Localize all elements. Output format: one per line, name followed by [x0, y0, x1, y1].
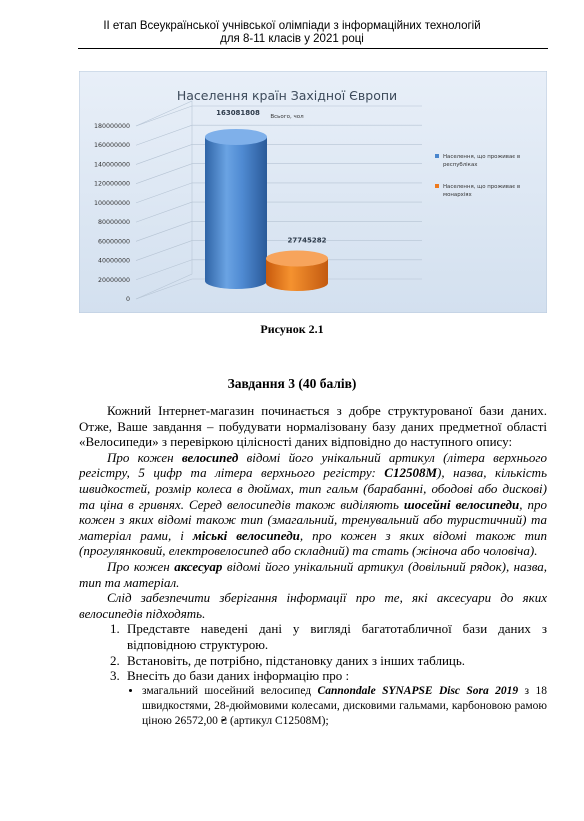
task-item-1: 1. Представте наведені дані у вигляді багатотабличної бази даних з відповідною структурою.	[123, 621, 547, 652]
task-item-3-text: Внесіть до бази даних інформацію про :	[127, 668, 350, 684]
term-road-bicycles: шосейні велосипеди	[403, 496, 520, 512]
y-tick-label: 40000000	[97, 257, 130, 265]
task-body	[79, 403, 547, 729]
legend-swatch	[435, 154, 439, 158]
term-city-bicycles: міські велосипеди	[192, 527, 300, 543]
term-accessory: аксесуар	[174, 558, 223, 574]
term-bicycle: велосипед	[181, 449, 239, 465]
accessory-description	[79, 559, 547, 590]
chart-title: Населення країн Західної Європи	[176, 88, 398, 103]
text-run: Про кожен	[107, 449, 182, 465]
text-run: Про кожен	[107, 558, 175, 574]
article-example: C12508M	[384, 465, 438, 481]
task-item-2: 2. Встановіть, де потрібно, підстановку даних з інших таблиць.	[123, 653, 547, 669]
bar-cap	[205, 129, 267, 145]
data-entry-list	[79, 684, 547, 729]
header-line-2: для 8-11 класів у 2021 році	[220, 33, 364, 45]
text-run: змагальний шосейний велосипед	[142, 684, 318, 697]
intro-paragraph: Кожний Інтернет-магазин починається з добре структурованої бази даних. Отже, Ваше завдання – побудувати нормалізовану базу даних предметної області «Велосипеди» з перевіркою цілісності даних відповідно до наступного опису:	[79, 403, 547, 450]
legend-swatch	[435, 184, 439, 188]
y-tick-label: 80000000	[97, 219, 130, 227]
y-tick-label: 120000000	[93, 180, 130, 188]
text-run: ), назва, кількість швидкостей, розмір колеса в дюймах, тип гальм (барабанні, ободові або дискові) та ціна в гривнях. Серед велосипедів також виділяють	[79, 465, 547, 512]
bar-cap	[266, 250, 328, 266]
y-tick-label: 100000000	[93, 199, 130, 207]
task-item-3	[123, 668, 547, 684]
task-title: Завдання 3 (40 балів)	[227, 376, 357, 391]
header-divider	[78, 48, 548, 49]
data-label: 163081808	[216, 108, 260, 117]
bicycle-model-name: Cannondale SYNAPSE Disc Sora 2019	[317, 684, 519, 697]
data-label: 27745282	[287, 236, 327, 245]
y-tick-label: 180000000	[93, 123, 130, 130]
bar-body	[205, 137, 267, 289]
bullet-item	[142, 684, 547, 729]
y-tick-label: 60000000	[97, 238, 130, 246]
figure-caption: Рисунок 2.1	[260, 322, 324, 336]
page-header	[0, 20, 584, 46]
text-run: , про кожен з яких відомі також тип (прогулянковий, електровелосипед або складний) та стать (жіноча або чоловіча).	[79, 527, 547, 559]
legend-label: Населення, що проживає в монархіях	[443, 184, 521, 198]
legend-label: Населення, що проживає в республіках	[443, 154, 521, 168]
text-run: відомі його унікальний артикул (літера верхнього регістру, 5 цифр та літера верхнього регістру:	[79, 449, 548, 481]
header-line-1: ІІ етап Всеукраїнської учнівської олімпіади з інформаційних технологій	[103, 20, 481, 32]
chart-subtitle: Всього, чол	[270, 114, 304, 120]
chart-svg	[79, 71, 547, 313]
y-tick-label: 0	[125, 296, 130, 303]
bar-0	[205, 109, 267, 289]
y-tick-label: 140000000	[93, 161, 130, 169]
y-tick-label: 20000000	[97, 276, 130, 284]
y-tick-label: 160000000	[93, 142, 130, 150]
text-run: відомі його унікальний артикул (довільний рядок), назва, тип та матеріал.	[79, 558, 548, 590]
task-list	[79, 621, 547, 683]
text-run: з 18 швидкостями, 28-дюймовими колесами, дисковими гальмами, карбоновою рамою ціною 26572,00 ₴ (артикул C12508M);	[142, 684, 547, 727]
population-chart	[79, 71, 547, 313]
text-run: , про кожен з яких відомі також тип (змагальний, тренувальний або туристичний) та матеріал рами, і	[79, 496, 547, 543]
compatibility-note: Слід забезпечити зберігання інформації про те, які аксесуари до яких велосипедів підходять.	[79, 590, 547, 621]
bicycle-description	[79, 450, 547, 559]
